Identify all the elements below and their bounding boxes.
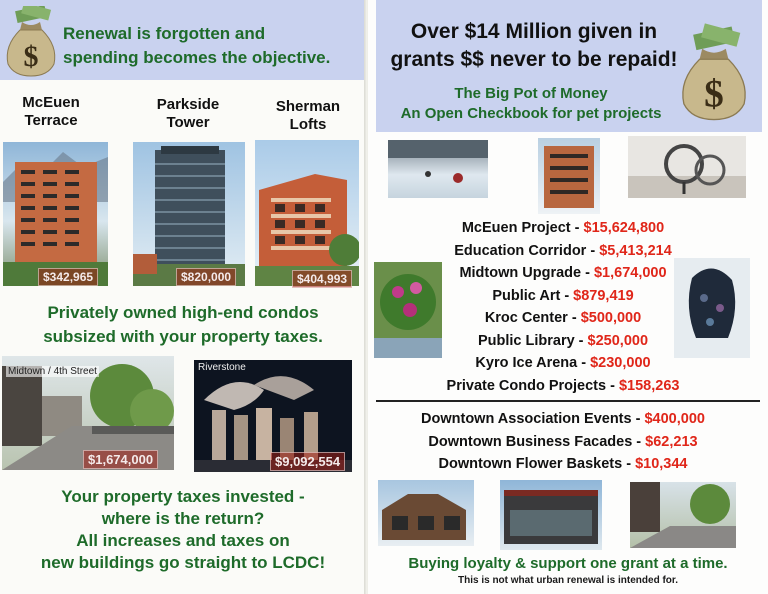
section-divider — [376, 400, 760, 402]
right-panel — [368, 0, 768, 594]
photo-public-art-sculpture — [628, 136, 746, 198]
grant-item: Public Library - $250,000 — [477, 332, 649, 349]
left-panel — [0, 0, 366, 594]
right-banner-subtitle: The Big Pot of Money An Open Checkbook for pet projects — [400, 85, 662, 122]
price-sherman: $404,993 — [292, 270, 352, 288]
subsidy-statement: Privately owned high-end condos subsized with your property taxes. — [43, 303, 323, 346]
price-mceuen: $342,965 — [38, 268, 98, 286]
condo-label-parkside: Parkside Tower — [156, 96, 220, 131]
money-bag-icon — [2, 6, 60, 78]
closing-statement: Your property taxes invested - where is the return? All increases and taxes on new buildings go straight to LCDC! — [40, 487, 326, 572]
condo-label-mceuen: McEuen Terrace — [22, 94, 80, 129]
grant-item: Kroc Center - $500,000 — [484, 310, 642, 326]
downtown-grant-item: Downtown Flower Baskets - $10,344 — [438, 456, 688, 472]
price-parkside: $820,000 — [176, 268, 236, 286]
downtown-grant-item: Downtown Association Events - $400,000 — [421, 411, 705, 427]
caption-riverstone: Riverstone — [198, 362, 246, 373]
grant-item: Kyro Ice Arena - $230,000 — [475, 355, 651, 371]
footer-slogan: Buying loyalty & support one grant at a time. — [408, 555, 728, 572]
photo-parkside-tower — [133, 142, 245, 286]
condo-label-sherman: Sherman Lofts — [275, 98, 341, 133]
left-banner — [0, 0, 366, 80]
photo-downtown-street — [630, 482, 736, 548]
photo-mceuen-terrace — [3, 142, 108, 286]
left-banner-line1: Renewal is forgotten and — [63, 24, 266, 43]
price-riverstone: $9,092,554 — [270, 452, 345, 471]
grant-item: Midtown Upgrade - $1,674,000 — [459, 265, 667, 281]
grant-item: Education Corridor - $5,413,214 — [454, 242, 672, 259]
grant-item: Public Art - $879,419 — [492, 287, 634, 304]
grant-item: McEuen Project - $15,624,800 — [461, 220, 665, 236]
right-banner-headline: Over $14 Million given in grants $$ never to be repaid! — [390, 20, 678, 71]
grants-list — [408, 217, 718, 397]
left-banner-line2: spending becomes the objective. — [63, 48, 331, 67]
downtown-grants-list — [378, 408, 748, 476]
photo-sherman-lofts — [255, 140, 359, 286]
money-bag-icon — [676, 22, 752, 128]
right-banner — [376, 0, 762, 132]
caption-midtown: Midtown / 4th Street — [8, 366, 97, 377]
photo-downtown-building-1 — [378, 480, 474, 546]
photo-condo-building — [538, 138, 600, 214]
downtown-grant-item: Downtown Business Facades - $62,213 — [428, 433, 698, 450]
photo-ice-arena — [388, 140, 488, 198]
grant-item: Private Condo Projects - $158,263 — [446, 377, 680, 394]
photo-downtown-building-2 — [500, 480, 602, 550]
footer-note: This is not what urban renewal is intended for. — [457, 575, 679, 586]
price-midtown: $1,674,000 — [83, 450, 158, 469]
svg-text:$: $ — [23, 40, 39, 73]
svg-text:$: $ — [704, 71, 724, 116]
